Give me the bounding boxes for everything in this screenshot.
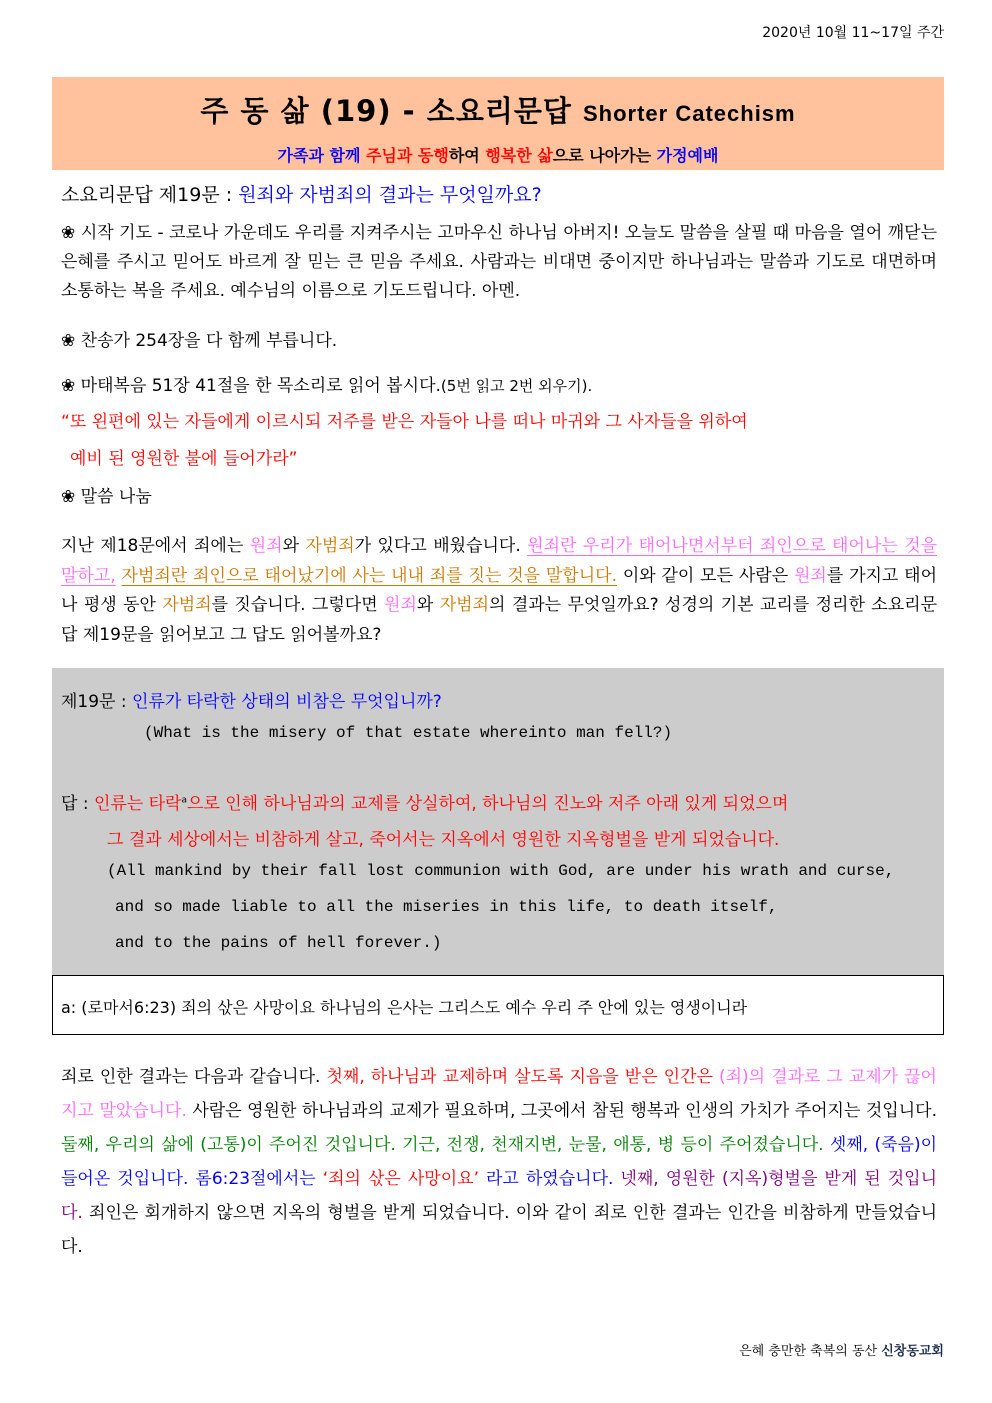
footer-slogan: 은혜 충만한 축복의 동산 <box>739 1344 882 1359</box>
intro-paragraph <box>61 532 937 650</box>
answer-english-3: and to the pains of hell forever.) <box>115 934 442 952</box>
answer-text: 으로 인해 하나님과의 교제를 상실하여, 하나님의 진노와 저주 아래 있게 되었으며 <box>187 794 789 814</box>
text-segment: 의 결과는 무엇일까요? 성경의 기본 교리를 정리한 소요리문답 제19문을 읽어보고 그 답도 읽어볼까요? <box>61 595 937 645</box>
scripture-text: ❀ 마태복음 51장 41절을 한 목소리로 읽어 봅시다. <box>61 376 441 396</box>
text-segment: 와 <box>416 595 440 615</box>
text-segment: 원죄란 우리가 태어나면서부터 죄인으로 태어나는 것을 말하고, <box>61 536 937 586</box>
catechism-question <box>61 687 442 712</box>
title-banner <box>52 77 944 170</box>
text-segment: 가족과 함께 <box>277 146 366 165</box>
text-segment: 이와 같이 모든 사람은 <box>616 565 794 586</box>
text-segment: 하여 <box>448 146 486 165</box>
scripture-note: (5번 읽고 2번 외우기). <box>440 377 593 395</box>
church-name: 신창동교회 <box>881 1344 944 1359</box>
text-segment: 원죄 <box>384 595 417 615</box>
quote-line-1: “또 왼편에 있는 자들에게 이르시되 저주를 받은 자들아 나를 떠나 마귀와 그 사자들을 위하여 <box>61 412 748 432</box>
question-english: (What is the misery of that estate whereinto man fell?) <box>144 724 673 742</box>
text-segment: 자범죄 <box>439 595 489 615</box>
scripture-line <box>61 371 592 396</box>
text-segment: 자범죄란 죄인으로 태어났기에 사는 내내 죄를 짓는 것을 말합니다. <box>121 565 617 586</box>
text-segment: 둘째, 우리의 삶에 (고통)이 주어진 것입니다. 기근, 전쟁, 천재지변, 눈물, 애통, 병 등이 주어졌습니다. <box>61 1135 830 1155</box>
subtitle <box>52 143 944 166</box>
text-segment: 지난 제18문에서 죄에는 <box>61 536 250 556</box>
text-segment: 를 가지고 태어나 평생 동안 <box>61 565 938 615</box>
text-segment: 죄로 인한 결과는 다음과 같습니다. <box>61 1067 327 1087</box>
footnote-text: a: (로마서6:23) 죄의 삯은 사망이요 하나님의 은사는 그리스도 예수 우리 주 안에 있는 영생이니라 <box>61 998 748 1017</box>
result-paragraph <box>61 1060 937 1264</box>
footer <box>739 1340 944 1359</box>
date-label: 2020년 10월 11~17일 주간 <box>762 25 944 41</box>
text-segment: 주님과 동행 <box>365 146 449 165</box>
footnote-marker: a <box>181 795 187 806</box>
answer-label: 답 : <box>61 794 94 814</box>
sharing-heading: ❀ 말씀 나눔 <box>61 487 152 507</box>
text-segment: 라고 하였습니다. <box>478 1169 621 1189</box>
text-segment: 원죄 <box>793 565 827 586</box>
text-segment: 자범죄 <box>162 595 212 615</box>
catechism-answer-line-2: 그 결과 세상에서는 비참하게 살고, 죽어서는 지옥에서 영원한 지옥형벌을 받게 되었습니다. <box>107 830 780 850</box>
page-title <box>52 89 944 130</box>
question-label: 소요리문답 제19문 : <box>61 184 239 206</box>
hymn-line: ❀ 찬송가 254장을 다 함께 부릅니다. <box>61 331 338 351</box>
catechism-box <box>52 668 944 975</box>
answer-english-1: (All mankind by their fall lost communion with God, are under his wrath and curse, <box>107 862 895 880</box>
text-segment: (죄)의 결과로 그 교제가 끊어지고 말았습니다. <box>61 1067 937 1121</box>
quote-line-2: 예비 된 영원한 불에 들어가라” <box>70 449 298 469</box>
question-line <box>61 180 542 207</box>
text-segment: 원죄 <box>249 536 283 556</box>
text-segment: 행복한 삶 <box>485 146 553 165</box>
text-segment: 첫째, 하나님과 교제하며 살도록 지음을 받은 인간은 <box>326 1067 719 1087</box>
answer-text: 인류는 타락 <box>93 794 182 814</box>
question-text: 원죄와 자범죄의 결과는 무엇일까요? <box>238 184 542 206</box>
text-segment: 를 짓습니다. 그렇다면 <box>211 595 385 615</box>
text-segment: 가정예배 <box>656 146 719 165</box>
text-segment: 으로 나아가는 <box>552 146 657 165</box>
text-segment: 와 <box>282 536 306 556</box>
text-segment: 자범죄 <box>305 536 355 556</box>
opening-prayer: ❀ 시작 기도 - 코로나 가운데도 우리를 지켜주시는 고마우신 하나님 아버지! 오늘도 말씀을 살필 때 마음을 열어 깨닫는 은혜를 주시고 믿어도 바르게 잘 믿는 큰 믿음 주세요. 사람과는 비대면 중이지만 하나님과는 말씀과 기도로 대면하며 소통하는 복을 주세요. 예수님의 이름으로 기도드립니다. 아멘. <box>61 223 937 301</box>
text-segment: ‘죄의 삯은 사망이요’ <box>322 1169 479 1189</box>
question-korean: 인류가 타락한 상태의 비참은 무엇입니까? <box>132 692 442 712</box>
text-segment: 가 있다고 배웠습니다. <box>354 536 528 556</box>
catechism-answer-line-1 <box>61 789 788 814</box>
title-korean: 주 동 삶 (19) - 소요리문답 <box>200 94 572 128</box>
question-number: 제19문 : <box>61 692 133 712</box>
text-segment: 넷째, 영원한 (지옥)형벌을 받게 된 것입니다. <box>61 1169 937 1223</box>
text-segment: 사람은 영원한 하나님과의 교제가 필요하며, 그곳에서 참된 행복과 인생의 가치가 주어지는 것입니다. <box>186 1101 937 1121</box>
text-segment: 죄인은 회개하지 않으면 지옥의 형벌을 받게 되었습니다. 이와 같이 죄로 인한 결과는 인간을 비참하게 만들었습니다. <box>61 1203 937 1257</box>
footnote-box <box>52 975 944 1035</box>
text-segment: 셋째, (죽음)이 들어온 것입니다. 롬6:23절에서는 <box>61 1135 937 1189</box>
title-english: Shorter Catechism <box>582 101 796 126</box>
answer-english-2: and so made liable to all the miseries in this life, to death itself, <box>115 898 778 916</box>
